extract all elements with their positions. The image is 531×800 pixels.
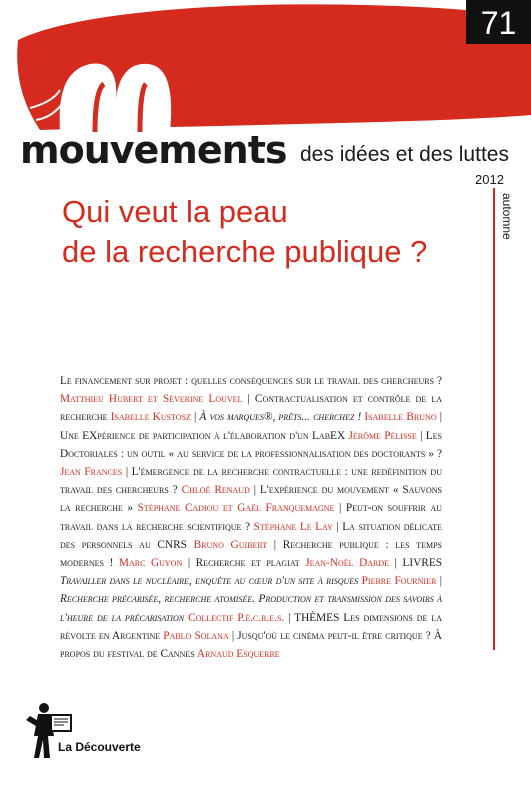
article-title: | LIVRES xyxy=(389,557,443,570)
article-title: | L'émergence de la recherche contractuelle : une redéfinition du travail des chercheurs ? xyxy=(60,466,442,497)
issue-season: automne xyxy=(500,193,514,240)
article-title: | Recherche et plagiat xyxy=(182,557,306,570)
issue-year: 2012 xyxy=(475,172,504,187)
article-title: | Les Doctoriales : un outil « au service de la professionnalisation des doctorants » ? xyxy=(60,429,443,460)
article-title: | xyxy=(436,575,442,588)
article-title: | La situation délicate des personnels au CNRS xyxy=(60,520,442,551)
article-author: Matthieu Hubert et Séverine Louvel xyxy=(60,393,243,406)
article-author: Jérôme Pélisse xyxy=(348,429,417,442)
publisher-name: La Découverte xyxy=(58,740,141,754)
article-author: Bruno Guibert xyxy=(193,538,268,551)
article-title: | Recherche publique : les temps modernes ! xyxy=(60,538,442,570)
issue-title xyxy=(62,192,482,272)
magazine-logo: mouvements xyxy=(20,128,287,172)
article-title: | Une EXpérience de participation à l'élaboration d'un LabEX xyxy=(60,411,443,442)
issue-title-line-1: Qui veut la peau xyxy=(62,194,288,229)
article-author: Pablo Solana xyxy=(163,629,229,642)
article-title: | THÈMES Les dimensions de la révolte en Argentine xyxy=(60,611,443,642)
tagline: des idées et des luttes xyxy=(300,143,509,166)
article-title: | Peut-on souffrir au travail dans la recherche scientifique ? xyxy=(60,502,443,533)
book-title: Travailler dans le nucléaire, enquête au cœur d'un site à risques xyxy=(60,575,359,588)
article-author: Stéphane Le Lay xyxy=(253,520,333,533)
book-title: Recherche précarisée, recherche atomisée. Production et transmission des savoirs à l'heure de la précarisation xyxy=(60,593,442,624)
article-author: Collectif P.é.c.r.e.s. xyxy=(188,611,285,624)
article-title: | Jusqu'où le cinéma peut-il être critique ? À propos du festival de Cannes xyxy=(60,629,442,661)
article-author: Jean Frances xyxy=(60,466,123,479)
issue-title-line-2: de la recherche publique ? xyxy=(62,234,428,269)
article-title: Le financement sur projet : quelles conséquences sur le travail des chercheurs ? xyxy=(60,375,442,387)
article-author: Marc Guyon xyxy=(118,557,183,570)
article-author: Isabelle Bruno xyxy=(364,411,437,424)
article-author: Stéphane Cadiou et Gaël Franquemagne xyxy=(137,502,335,515)
article-author: Chloé Renaud xyxy=(181,484,250,497)
article-title: | Contractualisation et contrôle de la recherche xyxy=(60,393,442,424)
article-author: Pierre Fournier xyxy=(361,575,437,588)
book-title: À vos marques®, prêts... cherchez ! xyxy=(199,411,362,424)
article-author: Isabelle Kustosz xyxy=(110,411,191,424)
table-of-contents xyxy=(60,372,442,663)
article-title: | xyxy=(190,411,200,424)
article-author: Arnaud Esquerre xyxy=(196,648,280,661)
vertical-rule xyxy=(493,188,495,650)
article-title: | L'expérience du mouvement « Sauvons la recherche » xyxy=(60,484,443,515)
article-author: Jean-Noël Darde xyxy=(305,557,390,570)
issue-number: 71 xyxy=(466,0,531,44)
